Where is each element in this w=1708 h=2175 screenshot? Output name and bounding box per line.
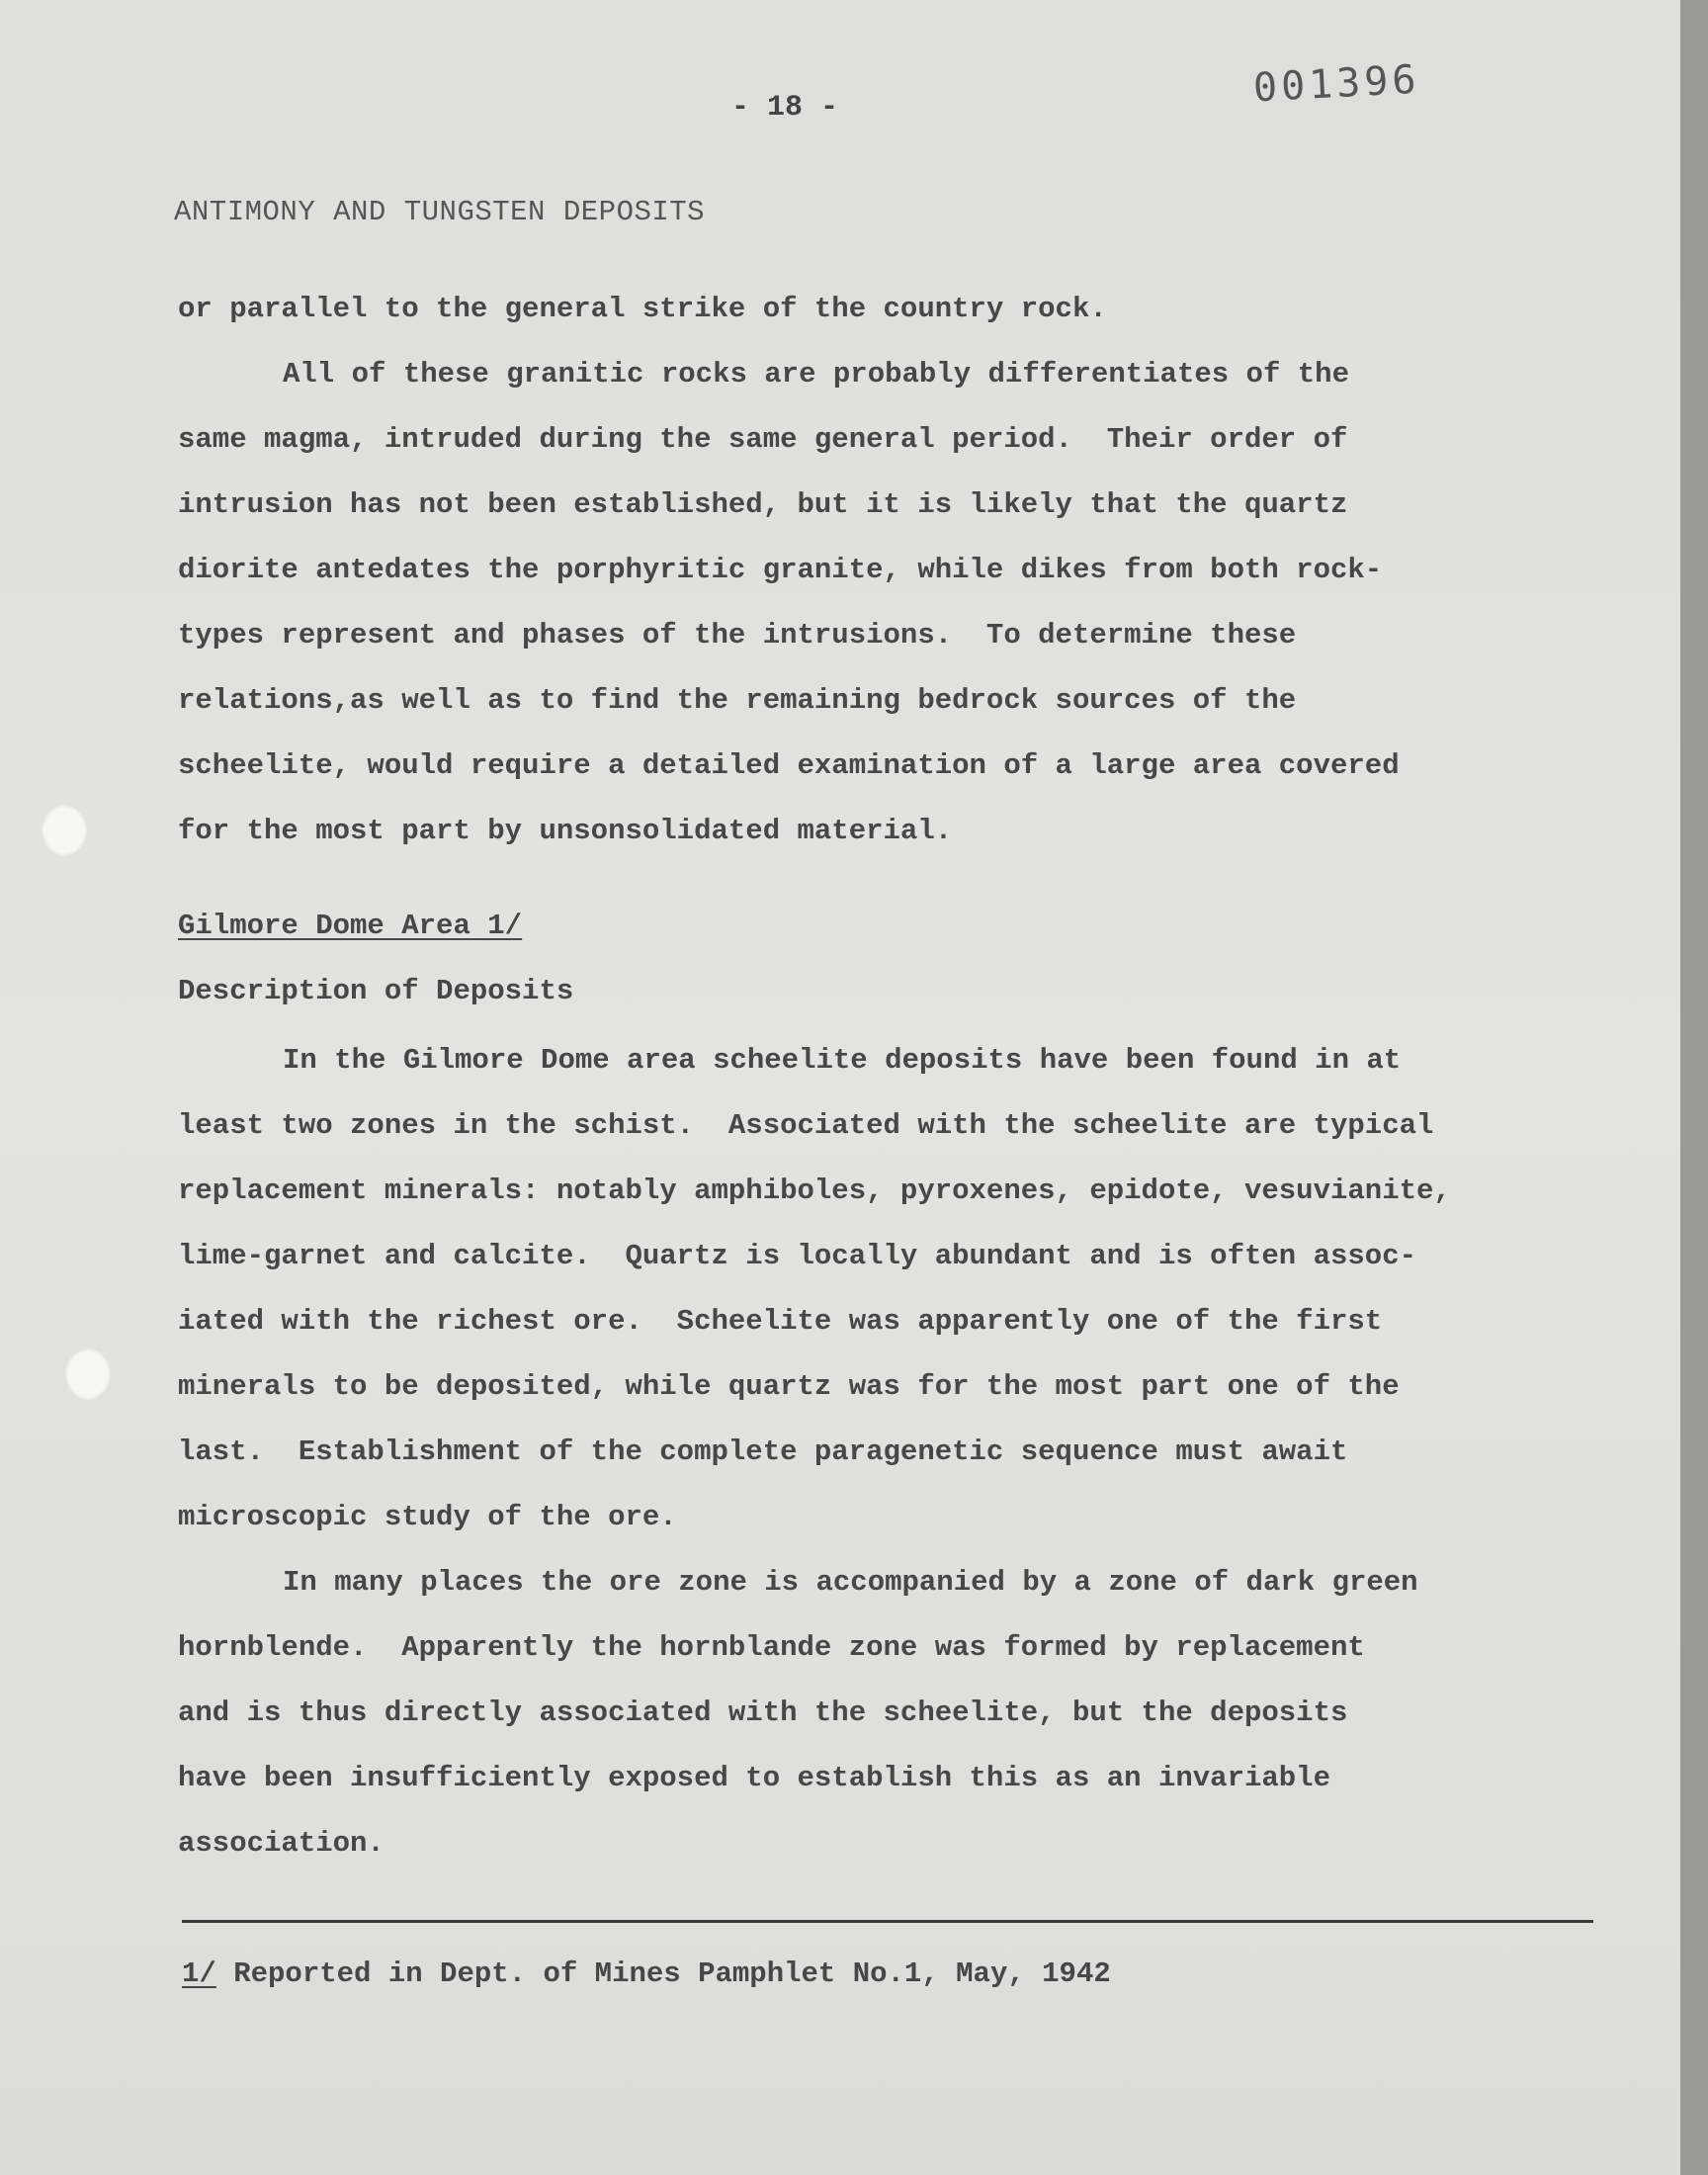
section-heading-title: Gilmore Dome Area [178, 910, 470, 942]
text-line: last. Establishment of the complete paragenetic sequence must await [178, 1436, 1348, 1468]
text-line: In many places the ore zone is accompanied by a zone of dark green [283, 1566, 1418, 1599]
text-line: All of these granitic rocks are probably differentiates of the [283, 358, 1349, 391]
footnote [182, 1958, 1111, 1990]
document-id-stamp: 001396 [1251, 56, 1421, 112]
section-heading [178, 910, 522, 942]
text-line: diorite antedates the porphyritic granite, while dikes from both rock- [178, 554, 1383, 586]
text-line: for the most part by unsonsolidated material. [178, 815, 953, 847]
paragraph-hornblende [178, 1550, 1641, 1876]
text-line: association. [178, 1827, 384, 1860]
punch-hole-bottom [65, 1348, 111, 1400]
subheading: Description of Deposits [178, 975, 574, 1007]
footnote-mark: 1/ [182, 1958, 216, 1990]
text-line: hornblende. Apparently the hornblande zone was formed by replacement [178, 1631, 1365, 1664]
footnote-reference: 1/ [487, 910, 523, 942]
text-line: minerals to be deposited, while quartz was for the most part one of the [178, 1370, 1400, 1403]
text-line: microscopic study of the ore. [178, 1501, 677, 1533]
paragraph-description [178, 1028, 1641, 1550]
running-header: ANTIMONY AND TUNGSTEN DEPOSITS [174, 196, 706, 228]
text-line: iated with the richest ore. Scheelite was apparently one of the first [178, 1305, 1383, 1338]
footnote-text: Reported in Dept. of Mines Pamphlet No.1, May, 1942 [215, 1958, 1111, 1990]
text-line: lime-garnet and calcite. Quartz is locally abundant and is often assoc- [178, 1240, 1417, 1272]
text-line: types represent and phases of the intrusions. To determine these [178, 619, 1297, 652]
text-line: same magma, intruded during the same general period. Their order of [178, 423, 1348, 456]
text-line: relations,as well as to find the remaining bedrock sources of the [178, 684, 1297, 717]
page-number: - 18 - [731, 91, 839, 125]
text-line: and is thus directly associated with the scheelite, but the deposits [178, 1696, 1348, 1729]
text-line: or parallel to the general strike of the country rock. [178, 293, 1107, 325]
text-line: least two zones in the schist. Associated with the scheelite are typical [178, 1109, 1434, 1142]
footnote-divider [182, 1920, 1593, 1923]
text-line: scheelite, would require a detailed examination of a large area covered [178, 749, 1400, 782]
punch-hole-top [42, 805, 87, 856]
text-line: intrusion has not been established, but it is likely that the quartz [178, 488, 1348, 521]
text-line: have been insufficiently exposed to establish this as an invariable [178, 1762, 1330, 1794]
text-line: In the Gilmore Dome area scheelite deposits have been found in at [283, 1044, 1402, 1077]
text-line: replacement minerals: notably amphiboles, pyroxenes, epidote, vesuvianite, [178, 1174, 1451, 1207]
paragraph-continued [178, 277, 1641, 864]
